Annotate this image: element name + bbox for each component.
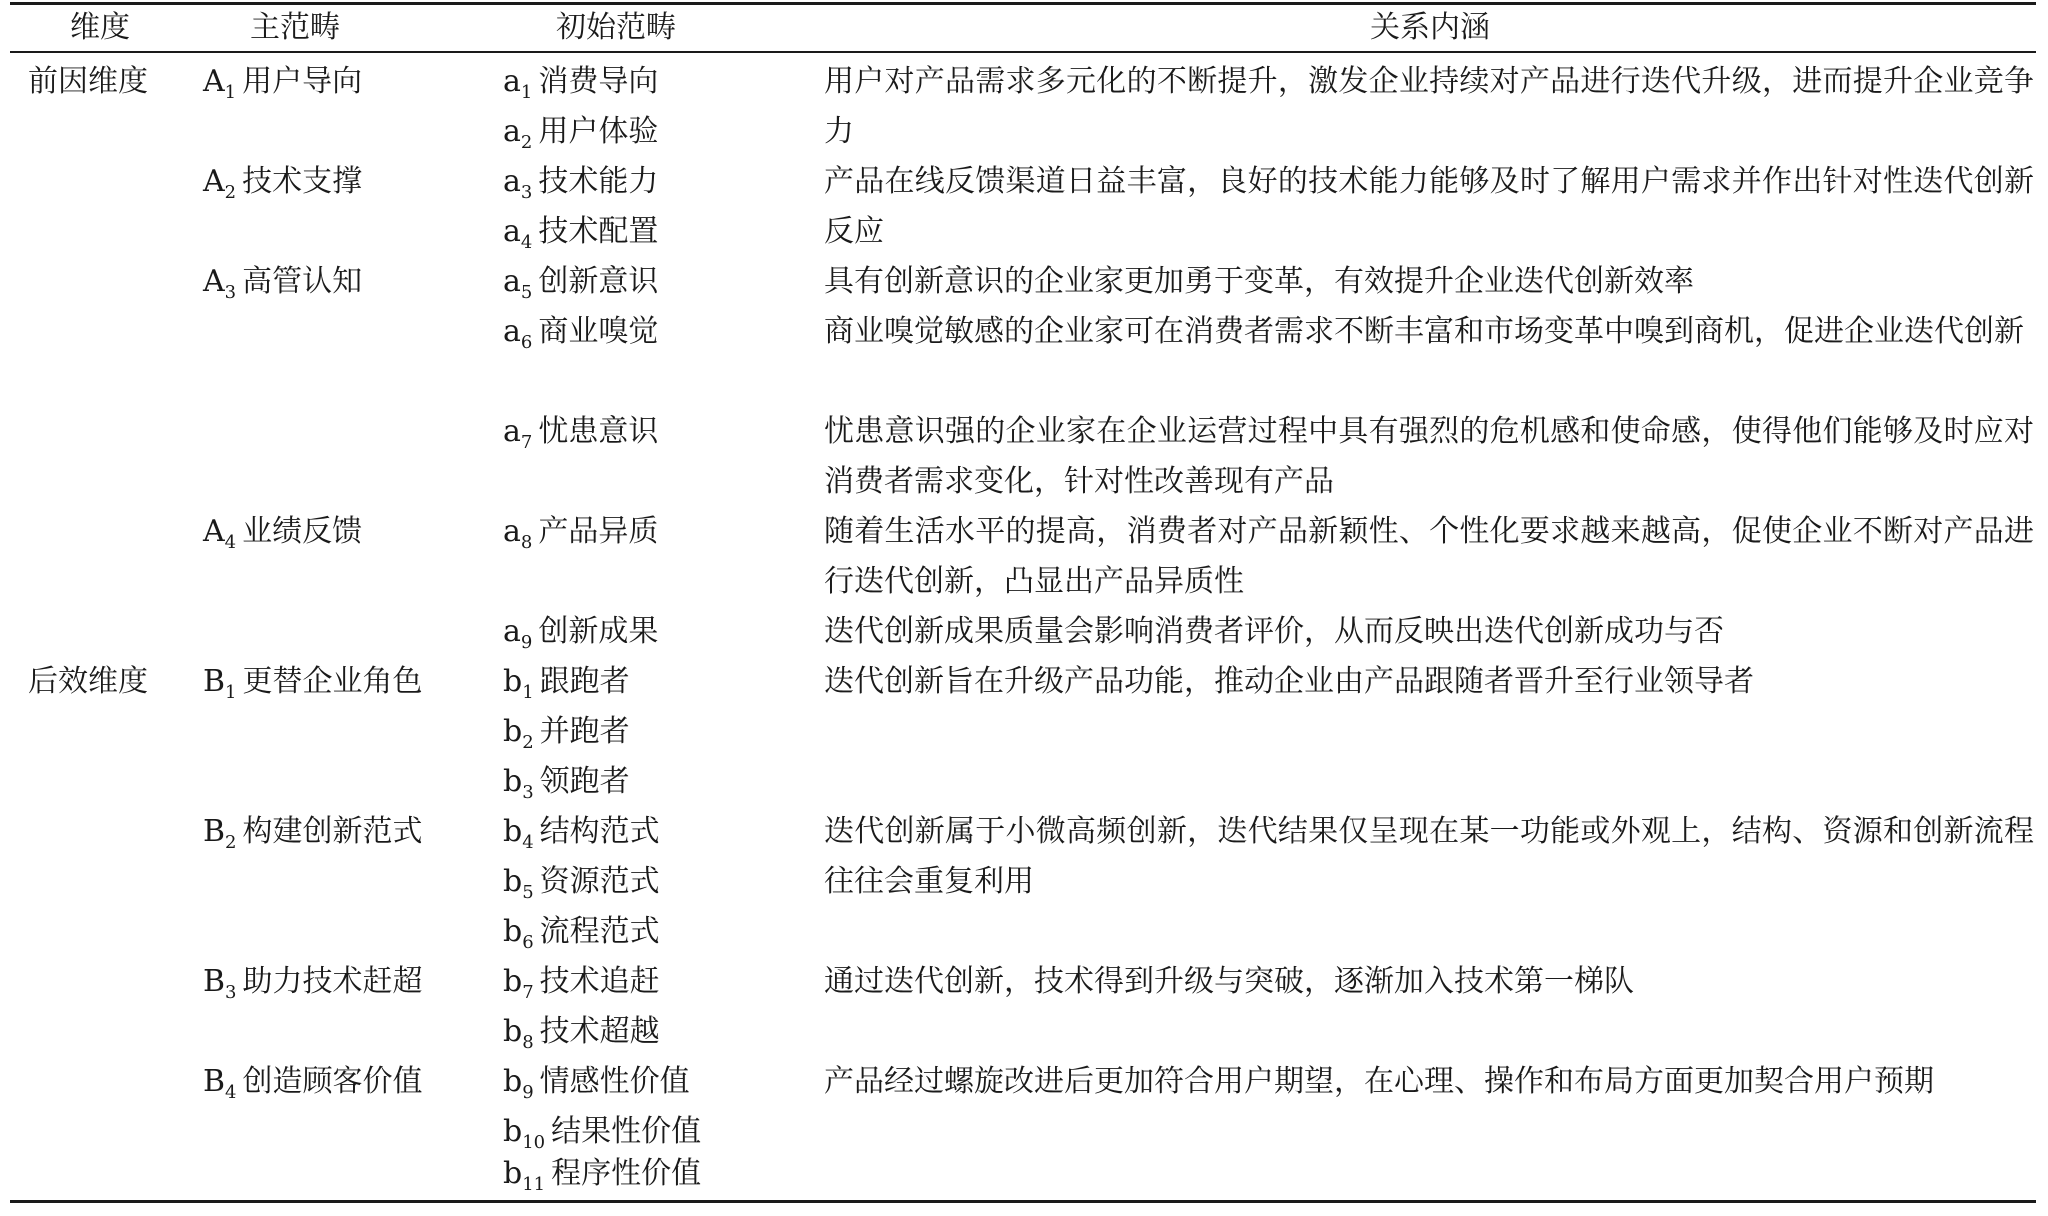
header-main-category: 主范畴 [250,10,340,45]
initial-category-subscript: 10 [522,1132,546,1153]
cell-main-category [203,57,362,111]
main-category-subscript: 3 [224,282,237,303]
main-category-code: B [203,1064,226,1099]
initial-category-label: 产品异质 [538,514,659,549]
initial-category-subscript: 6 [522,932,534,953]
cell-relation: 通过迭代创新，技术得到升级与突破，逐渐加入技术第一梯队 [824,964,1634,999]
initial-category-subscript: 7 [522,982,534,1003]
cell-relation: 迭代创新旨在升级产品功能，推动企业由产品跟随者晋升至行业领导者 [824,664,1754,699]
cell-dimension: 前因维度 [28,64,148,99]
cell-initial-category [503,807,660,861]
initial-category-subscript: 1 [522,682,534,703]
initial-category-label: 技术超越 [539,1014,660,1049]
table-bottom-rule [10,1200,2036,1203]
initial-category-label: 程序性价值 [551,1156,702,1191]
initial-category-code: a [503,414,521,449]
initial-category-code: b [503,1114,523,1149]
main-category-label: 创造顾客价值 [242,1064,423,1099]
cell-relation: 商业嗅觉敏感的企业家可在消费者需求不断丰富和市场变革中嗅到商机，促进企业迭代创新 [824,314,2024,349]
cell-relation: 随着生活水平的提高，消费者对产品新颖性、个性化要求越来越高，促使企业不断对产品进行迭代创新，凸显出产品异质性 [824,514,2034,599]
initial-category-code: a [503,64,521,99]
initial-category-subscript: 4 [520,232,533,253]
main-category-code: A [203,514,225,549]
initial-category-subscript: 6 [520,332,533,353]
cell-main-category [203,507,362,561]
initial-category-label: 消费导向 [538,64,659,99]
initial-category-label: 结果性价值 [551,1114,702,1149]
initial-category-code: a [503,614,521,649]
initial-category-subscript: 3 [522,782,534,803]
cell-initial-category [503,207,658,261]
initial-category-code: b [503,864,523,899]
cell-initial-category [503,107,658,161]
initial-category-label: 创新意识 [538,264,659,299]
main-category-label: 业绩反馈 [242,514,363,549]
initial-category-label: 商业嗅觉 [538,314,659,349]
initial-category-label: 资源范式 [539,864,660,899]
main-category-subscript: 2 [224,182,237,203]
cell-initial-category [503,1057,690,1111]
cell-initial-category [503,757,630,811]
initial-category-code: b [503,1014,523,1049]
cell-initial-category [503,957,660,1011]
cell-initial-category [503,57,658,111]
initial-category-code: b [503,914,523,949]
initial-category-code: a [503,214,521,249]
cell-relation: 迭代创新属于小微高频创新，迭代结果仅呈现在某一功能或外观上，结构、资源和创新流程往往会重复利用 [824,814,2034,899]
cell-initial-category [503,307,658,361]
initial-category-label: 忧患意识 [538,414,659,449]
initial-category-code: b [503,1156,523,1191]
initial-category-label: 创新成果 [538,614,659,649]
initial-category-subscript: 8 [522,1032,534,1053]
initial-category-code: b [503,814,523,849]
main-category-code: B [203,814,226,849]
initial-category-subscript: 9 [522,1082,534,1103]
main-category-code: A [203,164,225,199]
initial-category-code: b [503,964,523,999]
initial-category-subscript: 7 [520,432,533,453]
cell-initial-category [503,407,658,461]
cell-main-category [203,257,362,311]
cell-initial-category [503,507,658,561]
main-category-subscript: 4 [225,1082,237,1103]
initial-category-label: 技术能力 [538,164,659,199]
cell-initial-category [503,157,658,211]
main-category-subscript: 3 [225,982,237,1003]
initial-category-label: 技术追赶 [539,964,660,999]
main-category-subscript: 4 [224,532,237,553]
main-category-label: 技术支撑 [242,164,363,199]
initial-category-code: b [503,714,523,749]
table-top-rule [10,2,2036,5]
initial-category-subscript: 5 [522,882,534,903]
cell-relation: 迭代创新成果质量会影响消费者评价，从而反映出迭代创新成功与否 [824,614,1724,649]
cell-relation: 产品在线反馈渠道日益丰富，良好的技术能力能够及时了解用户需求并作出针对性迭代创新反应 [824,164,2034,249]
main-category-code: A [203,264,225,299]
initial-category-label: 用户体验 [538,114,659,149]
cell-main-category [203,1057,423,1111]
cell-initial-category [503,857,660,911]
initial-category-subscript: 2 [522,732,534,753]
cell-initial-category [503,1007,660,1061]
main-category-label: 更替企业角色 [242,664,423,699]
header-relation: 关系内涵 [1370,10,1490,45]
initial-category-label: 技术配置 [538,214,659,249]
initial-category-label: 并跑者 [539,714,630,749]
cell-main-category [203,657,423,711]
initial-category-label: 流程范式 [539,914,660,949]
cell-main-category [203,807,423,861]
header-initial-category: 初始范畴 [556,10,676,45]
initial-category-code: a [503,514,521,549]
table-header-rule [10,51,2036,53]
initial-category-label: 情感性价值 [539,1064,690,1099]
cell-main-category [203,957,423,1011]
initial-category-code: a [503,164,521,199]
cell-relation: 产品经过螺旋改进后更加符合用户期望，在心理、操作和布局方面更加契合用户预期 [824,1064,1934,1099]
cell-relation: 用户对产品需求多元化的不断提升，激发企业持续对产品进行迭代升级，进而提升企业竞争力 [824,64,2034,149]
initial-category-code: a [503,114,521,149]
initial-category-subscript: 9 [520,632,533,653]
initial-category-label: 领跑者 [539,764,630,799]
cell-initial-category [503,607,658,661]
cell-main-category [203,157,362,211]
initial-category-label: 跟跑者 [539,664,630,699]
initial-category-code: b [503,1064,523,1099]
main-category-label: 用户导向 [242,64,363,99]
main-category-code: A [203,64,225,99]
cell-initial-category [503,707,630,761]
initial-category-subscript: 5 [520,282,533,303]
cell-initial-category [503,1149,701,1203]
initial-category-subscript: 11 [522,1174,546,1195]
initial-category-label: 结构范式 [539,814,660,849]
initial-category-subscript: 3 [520,182,533,203]
initial-category-subscript: 1 [520,82,533,103]
main-category-label: 构建创新范式 [242,814,423,849]
header-dimension: 维度 [70,10,130,45]
main-category-subscript: 1 [225,682,237,703]
initial-category-code: b [503,664,523,699]
initial-category-subscript: 8 [520,532,533,553]
main-category-subscript: 1 [224,82,237,103]
cell-initial-category [503,657,630,711]
main-category-subscript: 2 [225,832,237,853]
cell-initial-category [503,907,660,961]
initial-category-subscript: 2 [520,132,533,153]
main-category-code: B [203,964,226,999]
cell-dimension: 后效维度 [28,664,148,699]
cell-relation: 忧患意识强的企业家在企业运营过程中具有强烈的危机感和使命感，使得他们能够及时应对消费者需求变化，针对性改善现有产品 [824,414,2034,499]
cell-relation: 具有创新意识的企业家更加勇于变革，有效提升企业迭代创新效率 [824,264,1694,299]
main-category-label: 助力技术赶超 [242,964,423,999]
main-category-code: B [203,664,226,699]
initial-category-code: a [503,314,521,349]
initial-category-subscript: 4 [522,832,534,853]
initial-category-code: a [503,264,521,299]
initial-category-code: b [503,764,523,799]
main-category-label: 高管认知 [242,264,363,299]
cell-initial-category [503,257,658,311]
